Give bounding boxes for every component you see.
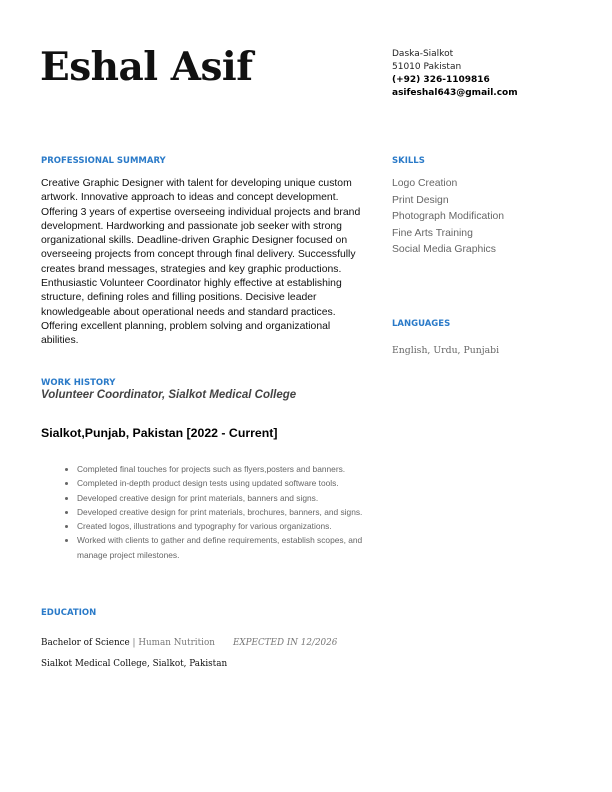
skill-item: Print Design xyxy=(392,194,449,206)
skills-list xyxy=(392,176,504,259)
list-item: • Developed creative design for print materials, banners and signs. xyxy=(77,491,377,505)
work-heading: WORK HISTORY xyxy=(41,378,116,388)
expected-date: EXPECTED IN 12/2026 xyxy=(232,638,338,648)
summary-heading: PROFESSIONAL SUMMARY xyxy=(41,156,166,166)
phone: (+92) 326-1109816 xyxy=(392,75,490,85)
skill-item: Social Media Graphics xyxy=(392,244,496,256)
job-bullets xyxy=(58,462,377,562)
languages-heading: LANGUAGES xyxy=(392,319,451,329)
list-item: • Created logos, illustrations and typography for various organizations. xyxy=(77,519,377,533)
job-location: Sialkot,Punjab, Pakistan [2022 - Current] xyxy=(41,426,278,440)
list-item: • Developed creative design for print materials, brochures, banners, and signs. xyxy=(77,505,377,519)
candidate-name: Eshal Asif xyxy=(40,44,253,90)
skill-item: Logo Creation xyxy=(392,178,458,189)
skill-item: Fine Arts Training xyxy=(392,227,473,239)
list-item: • Completed final touches for projects such as flyers,posters and banners. xyxy=(77,462,377,476)
school: Sialkot Medical College, Sialkot, Pakistan xyxy=(41,659,228,669)
contact-block xyxy=(392,48,518,100)
skills-heading: SKILLS xyxy=(392,156,425,166)
degree-line xyxy=(41,638,337,648)
address-line-2: 51010 Pakistan xyxy=(392,62,462,72)
separator: | xyxy=(129,638,139,648)
skill-item: Photograph Modification xyxy=(392,211,505,223)
list-item: • Completed in-depth product design tests using updated software tools. xyxy=(77,476,377,490)
list-item: • Worked with clients to gather and define requirements, establish scopes, and manage project milestones. xyxy=(77,533,377,562)
address-line-1: Daska-Sialkot xyxy=(392,49,454,59)
email: asifeshal643@gmail.com xyxy=(392,88,518,98)
field: Human Nutrition xyxy=(138,638,215,648)
languages-text: English, Urdu, Punjabi xyxy=(392,345,500,356)
job-title: Volunteer Coordinator, Sialkot Medical College xyxy=(41,389,297,401)
education-heading: EDUCATION xyxy=(41,608,97,618)
degree: Bachelor of Science xyxy=(41,638,130,648)
summary-text: Creative Graphic Designer with talent for developing unique custom artwork. Innovative approach to ideas and concept development. Offering 3 years of expertise overseeing individual projects and brand development. Hardworking and passionate job seeker with strong organizational skills. Deadline-driven Graphic Designer focused on overseeing projects from concept through final delivery. Successfully creates brand messages, strategies and key graphic productions. Enthusiastic Volunteer Coordinator highly effective at establishing structure, defining roles and filling positions. Decisive leader knowledgeable about operational needs and standard practices. Offering excellent planning, problem solving and organizational abilities. xyxy=(41,178,361,347)
